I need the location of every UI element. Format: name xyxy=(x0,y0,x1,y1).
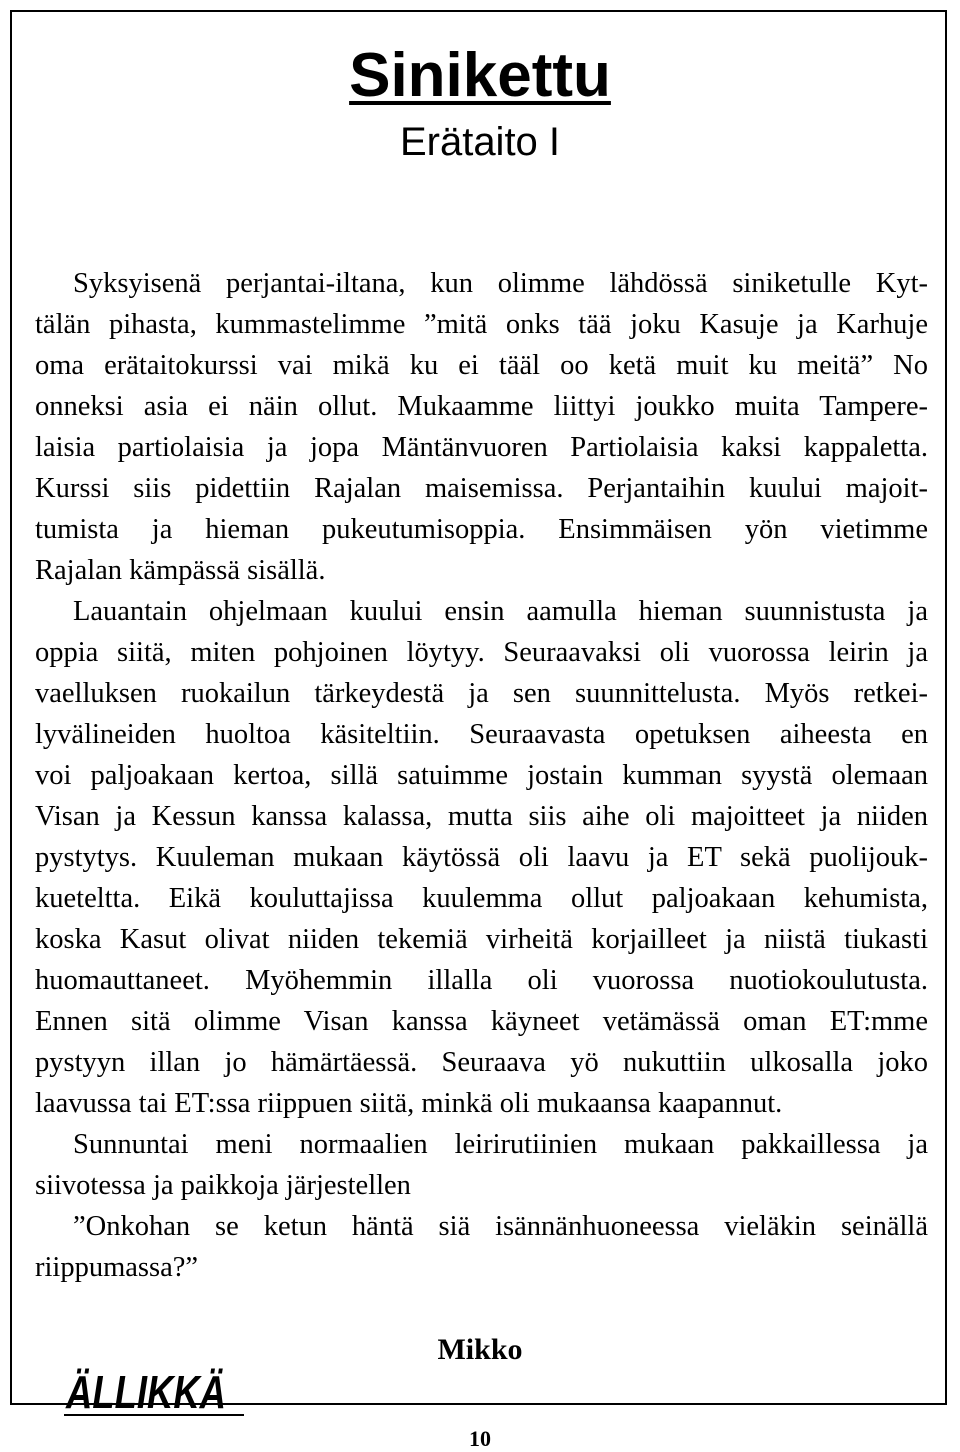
text-line: Ennen sitä olimme Visan kanssa käyneet vetämässä oman ET:mme xyxy=(35,1006,928,1037)
paragraph-1 xyxy=(35,263,928,591)
page-number: 10 xyxy=(469,1426,491,1451)
article-title: Sinikettu xyxy=(349,41,611,110)
text-line: koska Kasut olivat niiden tekemiä virheitä korjailleet ja niistä tiukasti xyxy=(35,924,928,955)
text-line: Lauantain ohjelmaan kuului ensin aamulla hieman suunnistusta ja xyxy=(73,596,928,627)
text-line: Sunnuntai meni normaalien leirirutiinien mukaan pakkaillessa ja xyxy=(73,1129,928,1160)
text-line: pystyyn illan jo hämärtäessä. Seuraava yö nukuttiin ulkosalla joko xyxy=(35,1047,928,1078)
text-line: pystytys. Kuuleman mukaan käytössä oli laavu ja ET sekä puolijouk- xyxy=(35,842,928,873)
text-line: Rajalan kämpässä sisällä. xyxy=(35,555,326,586)
svg-text:ÄLLIKKÄ: ÄLLIKKÄ xyxy=(65,1366,226,1418)
text-line: siivotessa ja paikkoja järjestellen xyxy=(35,1170,411,1201)
paragraph-4 xyxy=(35,1206,928,1288)
text-line: Visan ja Kessun kanssa kalassa, mutta siis aihe oli majoitteet ja niiden xyxy=(35,801,928,832)
text-line: Kurssi siis pidettiin Rajalan maisemissa. Perjantaihin kuului majoit- xyxy=(35,473,928,504)
paragraph-3 xyxy=(35,1124,928,1206)
text-line: ”Onkohan se ketun häntä siä isännänhuoneessa vieläkin seinällä xyxy=(73,1211,928,1242)
text-line: Syksyisenä perjantai-iltana, kun olimme lähdössä siniketulle Kyt- xyxy=(73,268,928,299)
text-line: voi paljoakaan kertoa, sillä satuimme jostain kumman syystä olemaan xyxy=(35,760,928,791)
text-line: oma erätaitokurssi vai mikä ku ei tääl oo ketä muit ku meitä” No xyxy=(35,350,928,381)
text-line: kueteltta. Eikä kouluttajissa kuulemma ollut paljoakaan kehumista, xyxy=(35,883,928,914)
text-line: vaelluksen ruokailun tärkeydestä ja sen suunnittelusta. Myös retkei- xyxy=(35,678,928,709)
text-line: riippumassa?” xyxy=(35,1252,199,1283)
text-line: tumista ja hieman pukeutumisoppia. Ensimmäisen yön vietimme xyxy=(35,514,928,545)
text-line: lyvälineiden huoltoa käsiteltiin. Seuraavasta opetuksen aiheesta en xyxy=(35,719,928,750)
author-signature: Mikko xyxy=(437,1333,523,1366)
text-line: laisia partiolaisia ja jopa Mäntänvuoren Partiolaisia kaksi kappaletta. xyxy=(35,432,928,463)
article-subtitle: Erätaito I xyxy=(399,120,561,164)
text-line: laavussa tai ET:ssa riippuen siitä, minkä oli mukaansa kaapannut. xyxy=(35,1088,783,1119)
allikka-logo xyxy=(64,1358,244,1418)
text-line: huomauttaneet. Myöhemmin illalla oli vuorossa nuotiokoulutusta. xyxy=(35,965,928,996)
text-line: tälän pihasta, kummastelimme ”mitä onks tää joku Kasuje ja Karhuje xyxy=(35,309,928,340)
article-body xyxy=(35,263,928,1288)
text-line: oppia siitä, miten pohjoinen löytyy. Seuraavaksi oli vuorossa leirin ja xyxy=(35,637,928,668)
text-line: onneksi asia ei näin ollut. Mukaamme liittyi joukko muita Tampere- xyxy=(35,391,928,422)
paragraph-2 xyxy=(35,591,928,1124)
